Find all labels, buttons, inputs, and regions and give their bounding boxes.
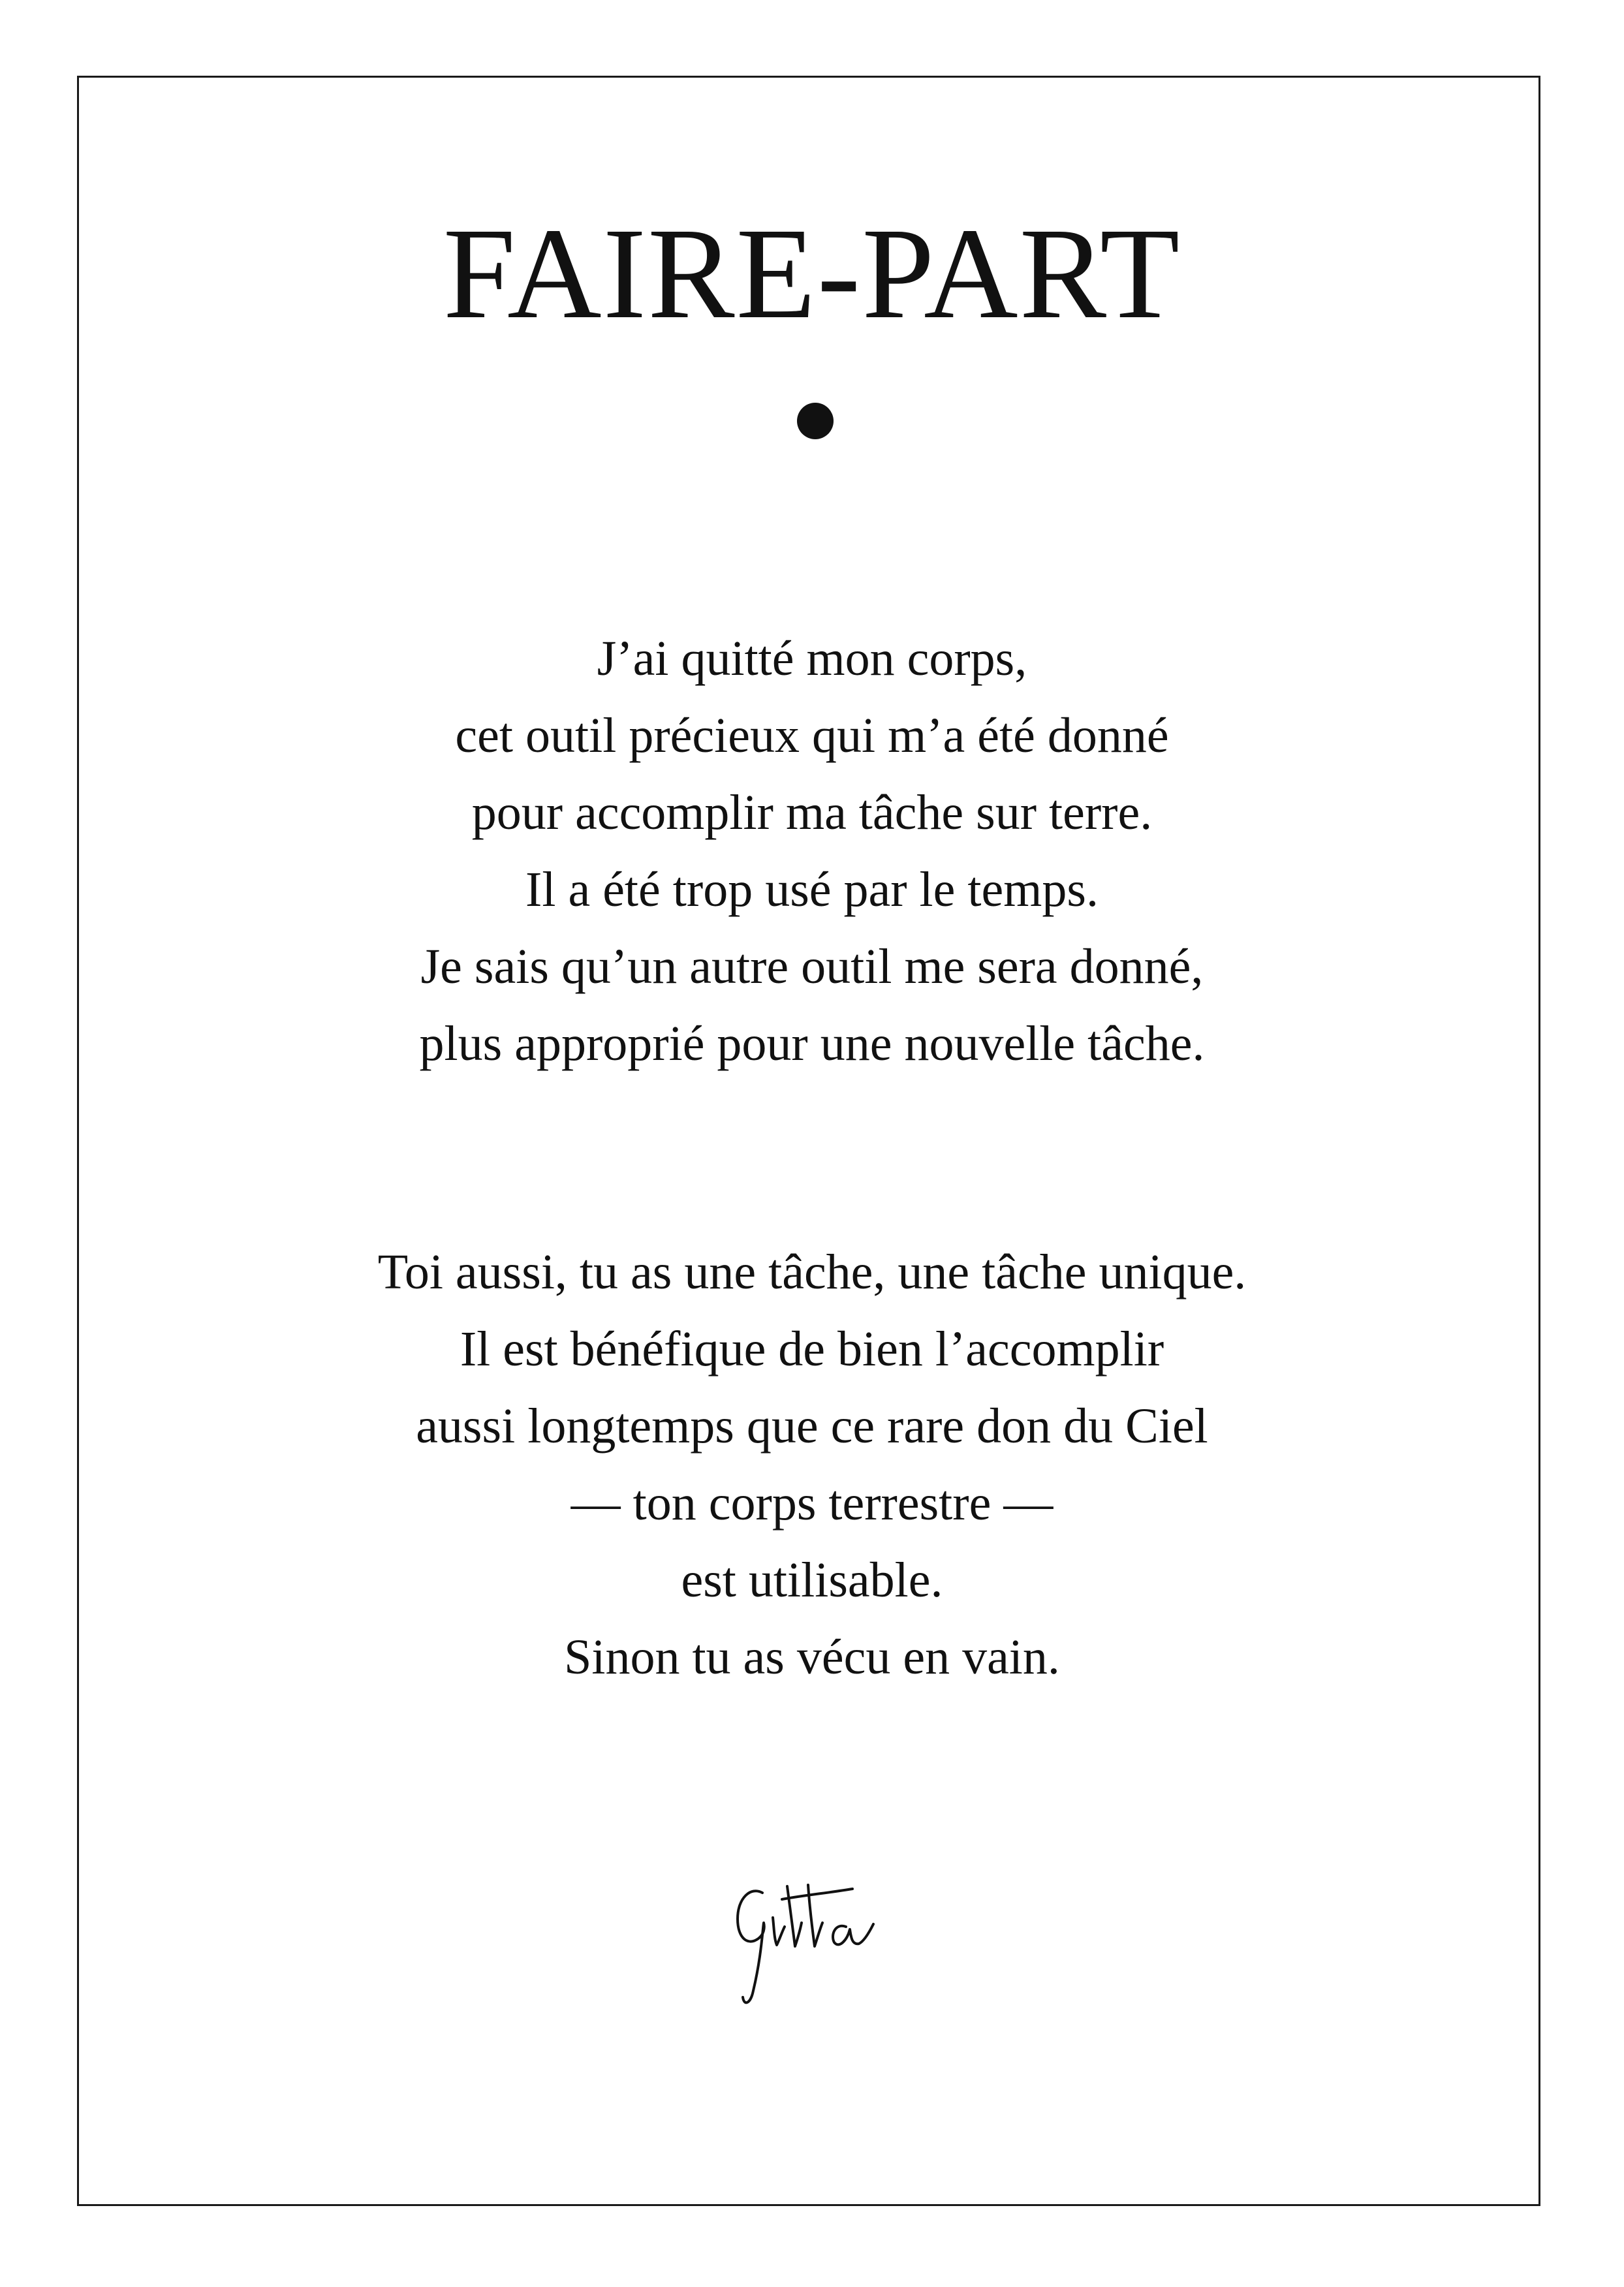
poem-line: Il est bénéfique de bien l’accomplir	[460, 1322, 1164, 1377]
poem-line: aussi longtemps que ce rare don du Ciel	[416, 1399, 1208, 1454]
poem-line: Je sais qu’un autre outil me sera donné,	[420, 939, 1204, 994]
page-title: FAIRE-PART	[443, 202, 1181, 346]
poem-stanza-1	[0, 620, 1624, 1082]
poem-line: J’ai quitté mon corps,	[597, 631, 1027, 686]
poem-line: — ton corps terrestre —	[570, 1476, 1054, 1531]
poem-line: plus approprié pour une nouvelle tâche.	[419, 1016, 1205, 1071]
bullet-dot-ornament	[797, 403, 834, 439]
poem-line: Il a été trop usé par le temps.	[525, 862, 1099, 917]
poem-line: cet outil précieux qui m’a été donné	[455, 708, 1169, 763]
poem-line: Sinon tu as vécu en vain.	[564, 1630, 1060, 1685]
poem-stanza-2	[0, 1234, 1624, 1696]
handwritten-signature	[725, 1867, 920, 2017]
poem-line: est utilisable.	[681, 1553, 943, 1608]
poem-line: Toi aussi, tu as une tâche, une tâche unique.	[377, 1245, 1247, 1299]
poem-line: pour accomplir ma tâche sur terre.	[471, 785, 1153, 840]
